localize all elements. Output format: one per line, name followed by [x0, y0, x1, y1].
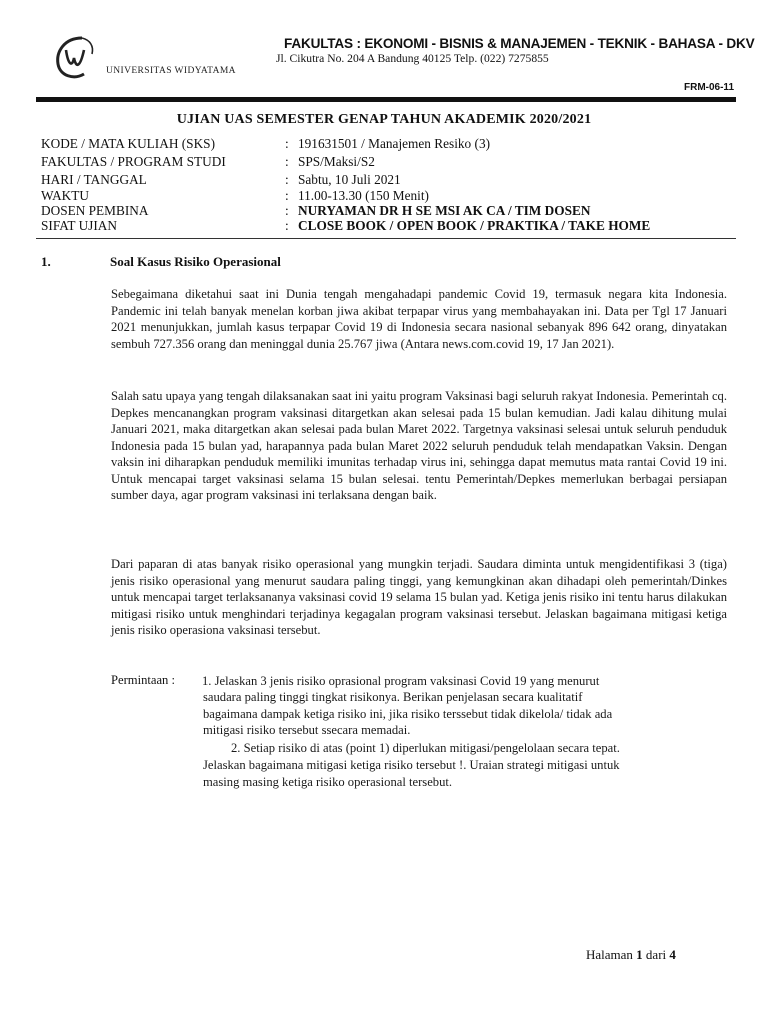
info-colon: : [285, 188, 289, 203]
request-line: masing masing ketiga risiko operasional tersebut. [203, 775, 453, 789]
info-value: 11.00-13.30 (150 Menit) [298, 188, 429, 203]
page-middle: dari [645, 947, 667, 962]
info-value: SPS/Maksi/S2 [298, 154, 375, 169]
info-label: KODE / MATA KULIAH (SKS) [41, 136, 216, 151]
info-colon: : [285, 172, 289, 187]
info-value: 191631501 / Manajemen Resiko (3) [298, 136, 491, 151]
question-number: 1. [41, 254, 51, 269]
info-label: WAKTU [41, 188, 90, 203]
faculty-address: Jl. Cikutra No. 204 A Bandung 40125 Telp. (022) 7275855 [276, 52, 549, 65]
info-value: CLOSE BOOK / OPEN BOOK / PRAKTIKA / TAKE HOME [298, 218, 651, 233]
info-divider [36, 238, 736, 239]
info-colon: : [285, 203, 289, 218]
page-number [586, 947, 676, 963]
info-value: Sabtu, 10 Juli 2021 [298, 172, 401, 187]
info-colon: : [285, 136, 289, 151]
info-value: NURYAMAN DR H SE MSI AK CA / TIM DOSEN [298, 203, 591, 218]
request-line: mitigasi risiko tersebut ssecara memadai. [203, 723, 411, 737]
request-line: Jelaskan bagaimana mitigasi ketiga risiko tersebut !. Uraian strategi mitigasi untuk [203, 758, 620, 772]
current-page: 1 [636, 947, 643, 962]
header-rule [36, 97, 736, 102]
exam-title: UJIAN UAS SEMESTER GENAP TAHUN AKADEMIK 2020/2021 [176, 112, 592, 127]
info-label: SIFAT UJIAN [41, 218, 117, 233]
university-name: UNIVERSITAS WIDYATAMA [106, 66, 236, 76]
university-logo [52, 34, 100, 82]
page-prefix: Halaman [586, 947, 633, 962]
request-label: Permintaan : [111, 673, 176, 687]
paragraph: Salah satu upaya yang tengah dilaksanakan saat ini yaitu program Vaksinasi bagi seluruh rakyat Indonesia. Pemerintah cq. Depkes mencanangkan program vaksinasi ditargetkan akan selesai pada 15 bulan kemudian. Jadi kalau dihitung mulai Januari 2021, maka ditargetkan akan selesai pada bulan Maret 2022. Targetnya vaksinasi selesai untuk seluruh penduduk Indonesia pada 15 bulan yad, harapannya pada bulan Maret 2022 seluruh penduduk telah mendapatkan Vaksin. Dengan vaksin ini diharapkan penduduk memiliki imunitas terhadap virus ini, sehingga dapat memutus mata rantai Covid 19 ini. Untuk mencapai target vaksinasi selama 15 bulan selesai. tentu Pemerintah/Depkes memerlukan berbagai persiapan sumber daya, agar program vaksinasi ini terlaksana dengan baik. [111, 389, 727, 502]
faculty-heading: FAKULTAS : EKONOMI - BISNIS & MANAJEMEN - TEKNIK - BAHASA - DKV [284, 36, 755, 51]
total-pages: 4 [669, 947, 676, 962]
request-line: saudara paling tinggi tingkat risikonya. Berikan penjelasan secara kualitatif [203, 690, 583, 704]
info-label: DOSEN PEMBINA [41, 203, 149, 218]
request-line: 2. Setiap risiko di atas (point 1) diperlukan mitigasi/pengelolaan secara tepat. [231, 741, 620, 755]
info-colon: : [285, 218, 289, 233]
paragraph: Dari paparan di atas banyak risiko operasional yang mungkin terjadi. Saudara diminta untuk mengidentifikasi 3 (tiga) jenis risiko operasional yang menurut saudara paling tinggi, yang kemungkinan akan dihadapi oleh pemerintah/Dinkes untuk mencapai target terlaksananya vaksinasi covid 19 selama 15 bulan yad. Ketiga jenis risiko ini tentu harus dilakukan mitigasi risiko untuk menghindari terjadinya kegagalan program vaksinasi tersebut. Jelaskan bagaimana mitigasi ketiga jenis risiko operasiona vaksinasi tersebut. [111, 557, 727, 637]
paragraph: Sebegaimana diketahui saat ini Dunia tengah mengahadapi pandemic Covid 19, termasuk negara kita Indonesia. Pandemic ini telah banyak menelan korban jiwa akibat terpapar virus yang membahayakan ini. Data per Tgl 17 Januari 2021 menunjukkan, jumlah kasus terpapar Covid 19 di Indonesia secara nasional sebanyak 896 642 orang, dinyatakan sembuh 727.356 orang dan meninggal dunia 25.767 jiwa (Antara news.com.covid 19, 17 Jan 2021). [111, 287, 727, 351]
info-label: HARI / TANGGAL [41, 172, 147, 187]
info-label: FAKULTAS / PROGRAM STUDI [41, 154, 226, 169]
form-code: FRM-06-11 [683, 82, 734, 93]
request-line: bagaimana dampak ketiga risiko ini, jika risiko terssebut tidak dikelola/ tidak ada [203, 707, 613, 721]
question-title: Soal Kasus Risiko Operasional [110, 254, 281, 269]
request-line: 1. Jelaskan 3 jenis risiko oprasional program vaksinasi Covid 19 yang menurut [202, 674, 600, 688]
info-colon: : [285, 154, 289, 169]
